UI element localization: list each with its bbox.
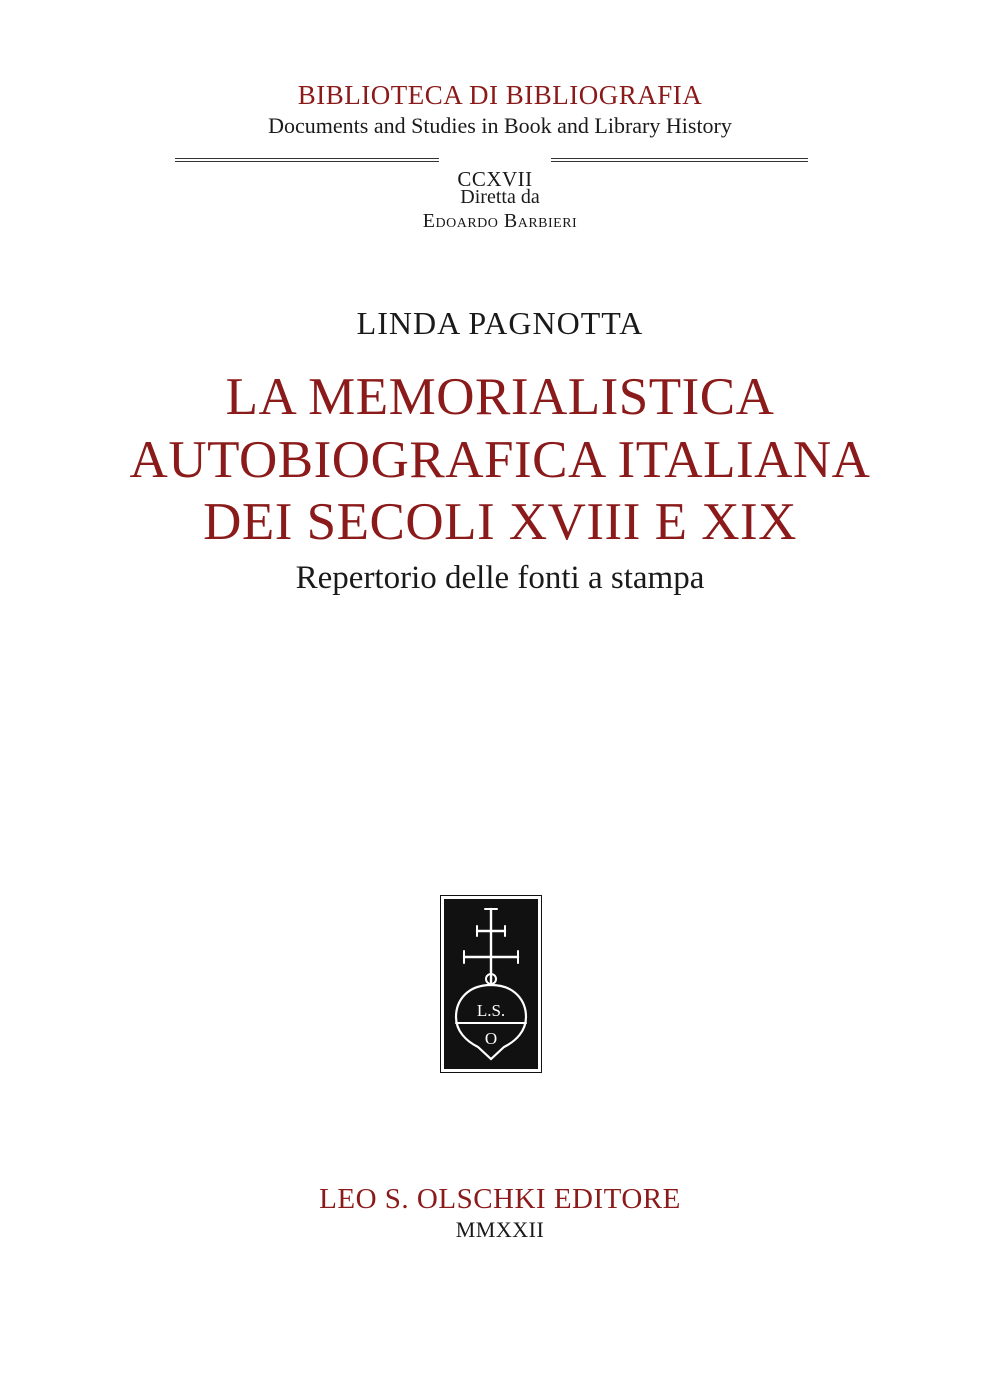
emblem-letters-top: L.S. — [476, 1001, 506, 1020]
book-subtitle: Repertorio delle fonti a stampa — [295, 560, 705, 596]
book-title-line-2: AUTOBIOGRAFICA ITALIANA — [129, 431, 871, 489]
publisher-name: LEO S. OLSCHKI EDITORE — [319, 1183, 681, 1215]
directed-by-label: Diretta da — [460, 186, 540, 208]
publication-year: MMXXII — [455, 1217, 545, 1242]
series-editor: Edoardo Barbieri — [422, 210, 578, 232]
series-volume-number: CCXVII — [457, 167, 533, 191]
rule-left — [175, 158, 439, 162]
series-subtitle: Documents and Studies in Book and Library History — [268, 113, 732, 138]
book-title-line-1: LA MEMORIALISTICA — [225, 368, 775, 426]
publisher-cross-emblem-icon — [440, 895, 542, 1073]
emblem-letter-bottom: O — [484, 1029, 498, 1048]
series-title: BIBLIOTECA DI BIBLIOGRAFIA — [297, 80, 703, 110]
rule-right — [551, 158, 808, 162]
book-author: LINDA PAGNOTTA — [356, 305, 644, 341]
book-title-line-3: DEI SECOLI XVIII E XIX — [203, 493, 797, 551]
